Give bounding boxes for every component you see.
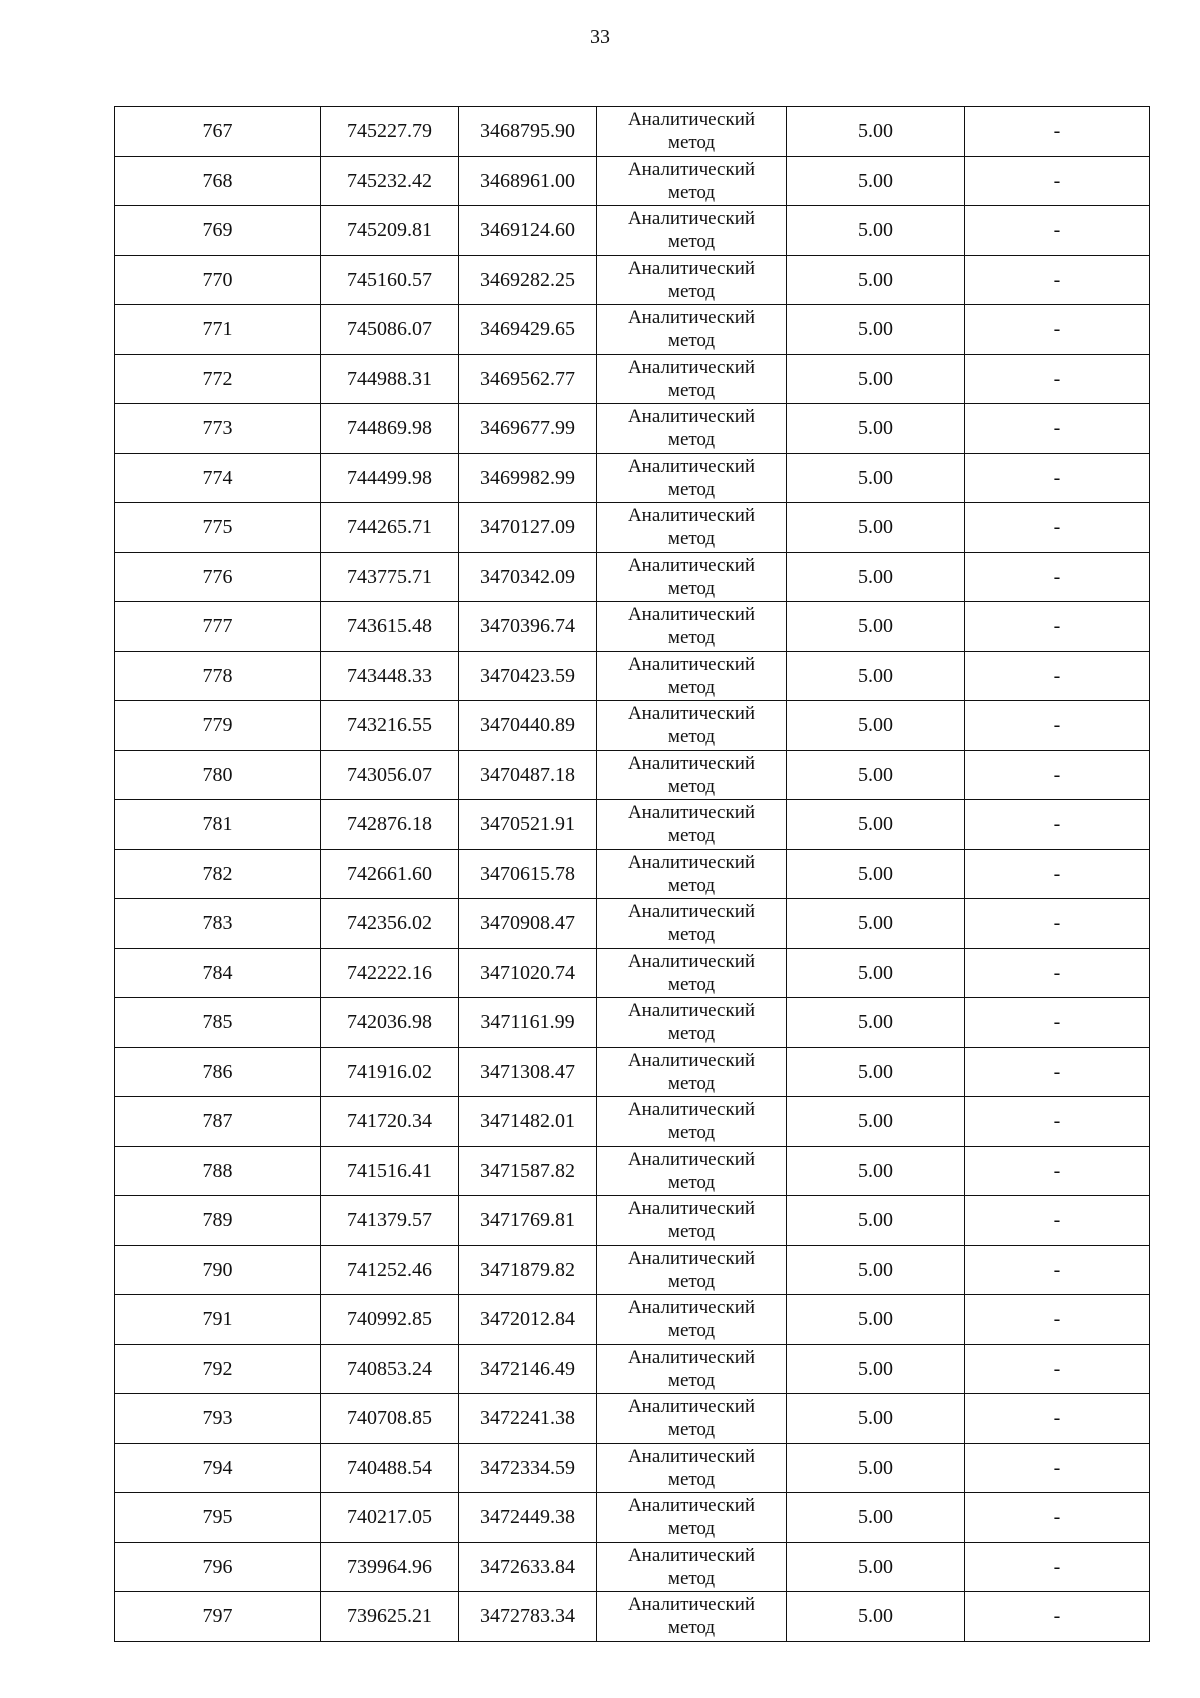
accuracy-cell: 5.00 [787,1493,965,1543]
y-coordinate-cell: 3470440.89 [459,701,597,751]
point-number-cell: 776 [115,552,321,602]
table-row [115,1047,1150,1097]
x-coordinate-cell: 741516.41 [321,1146,459,1196]
accuracy-cell: 5.00 [787,305,965,355]
point-number-cell: 784 [115,948,321,998]
method-cell: Аналитический метод [597,503,787,553]
accuracy-cell: 5.00 [787,948,965,998]
note-cell: - [965,1295,1150,1345]
method-cell: Аналитический метод [597,255,787,305]
point-number-cell: 797 [115,1592,321,1642]
accuracy-cell: 5.00 [787,1542,965,1592]
point-number-cell: 790 [115,1245,321,1295]
table-row [115,255,1150,305]
note-cell: - [965,1493,1150,1543]
accuracy-cell: 5.00 [787,1344,965,1394]
table-row [115,1542,1150,1592]
method-cell: Аналитический метод [597,1245,787,1295]
y-coordinate-cell: 3472146.49 [459,1344,597,1394]
table-row [115,651,1150,701]
note-cell: - [965,948,1150,998]
method-cell: Аналитический метод [597,800,787,850]
accuracy-cell: 5.00 [787,800,965,850]
y-coordinate-cell: 3472241.38 [459,1394,597,1444]
table-row [115,1146,1150,1196]
point-number-cell: 785 [115,998,321,1048]
x-coordinate-cell: 744499.98 [321,453,459,503]
table-row [115,206,1150,256]
x-coordinate-cell: 742661.60 [321,849,459,899]
y-coordinate-cell: 3471020.74 [459,948,597,998]
accuracy-cell: 5.00 [787,1443,965,1493]
point-number-cell: 791 [115,1295,321,1345]
point-number-cell: 770 [115,255,321,305]
accuracy-cell: 5.00 [787,552,965,602]
note-cell: - [965,849,1150,899]
x-coordinate-cell: 745086.07 [321,305,459,355]
note-cell: - [965,404,1150,454]
point-number-cell: 788 [115,1146,321,1196]
note-cell: - [965,1196,1150,1246]
point-number-cell: 781 [115,800,321,850]
point-number-cell: 786 [115,1047,321,1097]
method-cell: Аналитический метод [597,305,787,355]
point-number-cell: 793 [115,1394,321,1444]
table-row [115,156,1150,206]
note-cell: - [965,156,1150,206]
note-cell: - [965,899,1150,949]
method-cell: Аналитический метод [597,1047,787,1097]
table-row [115,305,1150,355]
note-cell: - [965,107,1150,157]
method-cell: Аналитический метод [597,1493,787,1543]
y-coordinate-cell: 3469677.99 [459,404,597,454]
accuracy-cell: 5.00 [787,849,965,899]
note-cell: - [965,1344,1150,1394]
note-cell: - [965,1443,1150,1493]
table-row [115,1097,1150,1147]
accuracy-cell: 5.00 [787,651,965,701]
table-row [115,453,1150,503]
table-row [115,602,1150,652]
accuracy-cell: 5.00 [787,503,965,553]
method-cell: Аналитический метод [597,602,787,652]
accuracy-cell: 5.00 [787,354,965,404]
table-row [115,107,1150,157]
note-cell: - [965,1047,1150,1097]
point-number-cell: 796 [115,1542,321,1592]
note-cell: - [965,255,1150,305]
x-coordinate-cell: 741916.02 [321,1047,459,1097]
table-row [115,552,1150,602]
accuracy-cell: 5.00 [787,156,965,206]
y-coordinate-cell: 3469982.99 [459,453,597,503]
y-coordinate-cell: 3469429.65 [459,305,597,355]
method-cell: Аналитический метод [597,107,787,157]
table-row [115,750,1150,800]
table-row [115,1394,1150,1444]
table-row [115,354,1150,404]
table-body [115,107,1150,1642]
point-number-cell: 783 [115,899,321,949]
point-number-cell: 774 [115,453,321,503]
y-coordinate-cell: 3470521.91 [459,800,597,850]
note-cell: - [965,800,1150,850]
note-cell: - [965,1097,1150,1147]
point-number-cell: 794 [115,1443,321,1493]
x-coordinate-cell: 744869.98 [321,404,459,454]
table-row [115,1592,1150,1642]
x-coordinate-cell: 745160.57 [321,255,459,305]
accuracy-cell: 5.00 [787,750,965,800]
method-cell: Аналитический метод [597,1542,787,1592]
method-cell: Аналитический метод [597,206,787,256]
point-number-cell: 795 [115,1493,321,1543]
point-number-cell: 771 [115,305,321,355]
note-cell: - [965,1592,1150,1642]
method-cell: Аналитический метод [597,1097,787,1147]
x-coordinate-cell: 742356.02 [321,899,459,949]
point-number-cell: 769 [115,206,321,256]
point-number-cell: 778 [115,651,321,701]
note-cell: - [965,1542,1150,1592]
y-coordinate-cell: 3470127.09 [459,503,597,553]
x-coordinate-cell: 743216.55 [321,701,459,751]
method-cell: Аналитический метод [597,651,787,701]
x-coordinate-cell: 739625.21 [321,1592,459,1642]
accuracy-cell: 5.00 [787,255,965,305]
x-coordinate-cell: 744988.31 [321,354,459,404]
accuracy-cell: 5.00 [787,1196,965,1246]
table-row [115,701,1150,751]
method-cell: Аналитический метод [597,849,787,899]
y-coordinate-cell: 3469562.77 [459,354,597,404]
x-coordinate-cell: 745232.42 [321,156,459,206]
y-coordinate-cell: 3471879.82 [459,1245,597,1295]
coordinates-table [114,106,1150,1642]
table-row [115,1443,1150,1493]
x-coordinate-cell: 743775.71 [321,552,459,602]
note-cell: - [965,206,1150,256]
y-coordinate-cell: 3471587.82 [459,1146,597,1196]
method-cell: Аналитический метод [597,1394,787,1444]
point-number-cell: 779 [115,701,321,751]
point-number-cell: 787 [115,1097,321,1147]
point-number-cell: 789 [115,1196,321,1246]
accuracy-cell: 5.00 [787,107,965,157]
x-coordinate-cell: 740708.85 [321,1394,459,1444]
y-coordinate-cell: 3471482.01 [459,1097,597,1147]
y-coordinate-cell: 3470615.78 [459,849,597,899]
table-row [115,503,1150,553]
x-coordinate-cell: 739964.96 [321,1542,459,1592]
accuracy-cell: 5.00 [787,1146,965,1196]
note-cell: - [965,305,1150,355]
y-coordinate-cell: 3471161.99 [459,998,597,1048]
point-number-cell: 792 [115,1344,321,1394]
accuracy-cell: 5.00 [787,701,965,751]
y-coordinate-cell: 3468795.90 [459,107,597,157]
method-cell: Аналитический метод [597,354,787,404]
point-number-cell: 767 [115,107,321,157]
x-coordinate-cell: 740217.05 [321,1493,459,1543]
method-cell: Аналитический метод [597,750,787,800]
table-row [115,1344,1150,1394]
y-coordinate-cell: 3472783.34 [459,1592,597,1642]
x-coordinate-cell: 741379.57 [321,1196,459,1246]
y-coordinate-cell: 3469124.60 [459,206,597,256]
point-number-cell: 772 [115,354,321,404]
method-cell: Аналитический метод [597,998,787,1048]
y-coordinate-cell: 3472334.59 [459,1443,597,1493]
point-number-cell: 773 [115,404,321,454]
y-coordinate-cell: 3470487.18 [459,750,597,800]
table-row [115,948,1150,998]
method-cell: Аналитический метод [597,453,787,503]
y-coordinate-cell: 3470342.09 [459,552,597,602]
method-cell: Аналитический метод [597,404,787,454]
x-coordinate-cell: 741252.46 [321,1245,459,1295]
method-cell: Аналитический метод [597,552,787,602]
method-cell: Аналитический метод [597,948,787,998]
page-number: 33 [590,26,610,48]
method-cell: Аналитический метод [597,701,787,751]
method-cell: Аналитический метод [597,1592,787,1642]
y-coordinate-cell: 3472012.84 [459,1295,597,1345]
table-row [115,404,1150,454]
x-coordinate-cell: 742876.18 [321,800,459,850]
accuracy-cell: 5.00 [787,899,965,949]
accuracy-cell: 5.00 [787,1047,965,1097]
note-cell: - [965,503,1150,553]
point-number-cell: 777 [115,602,321,652]
note-cell: - [965,998,1150,1048]
note-cell: - [965,701,1150,751]
method-cell: Аналитический метод [597,1443,787,1493]
y-coordinate-cell: 3471769.81 [459,1196,597,1246]
x-coordinate-cell: 740488.54 [321,1443,459,1493]
table-row [115,1493,1150,1543]
accuracy-cell: 5.00 [787,1295,965,1345]
accuracy-cell: 5.00 [787,1245,965,1295]
y-coordinate-cell: 3471308.47 [459,1047,597,1097]
accuracy-cell: 5.00 [787,404,965,454]
note-cell: - [965,1146,1150,1196]
accuracy-cell: 5.00 [787,206,965,256]
method-cell: Аналитический метод [597,1344,787,1394]
method-cell: Аналитический метод [597,156,787,206]
x-coordinate-cell: 741720.34 [321,1097,459,1147]
table-row [115,899,1150,949]
note-cell: - [965,1394,1150,1444]
note-cell: - [965,651,1150,701]
x-coordinate-cell: 740853.24 [321,1344,459,1394]
accuracy-cell: 5.00 [787,1097,965,1147]
table-row [115,1245,1150,1295]
note-cell: - [965,354,1150,404]
y-coordinate-cell: 3470423.59 [459,651,597,701]
note-cell: - [965,1245,1150,1295]
x-coordinate-cell: 745227.79 [321,107,459,157]
y-coordinate-cell: 3469282.25 [459,255,597,305]
accuracy-cell: 5.00 [787,998,965,1048]
y-coordinate-cell: 3472633.84 [459,1542,597,1592]
point-number-cell: 775 [115,503,321,553]
note-cell: - [965,750,1150,800]
method-cell: Аналитический метод [597,899,787,949]
x-coordinate-cell: 743056.07 [321,750,459,800]
x-coordinate-cell: 742036.98 [321,998,459,1048]
x-coordinate-cell: 740992.85 [321,1295,459,1345]
accuracy-cell: 5.00 [787,1592,965,1642]
table-row [115,849,1150,899]
note-cell: - [965,552,1150,602]
x-coordinate-cell: 745209.81 [321,206,459,256]
y-coordinate-cell: 3470396.74 [459,602,597,652]
method-cell: Аналитический метод [597,1196,787,1246]
method-cell: Аналитический метод [597,1146,787,1196]
accuracy-cell: 5.00 [787,602,965,652]
point-number-cell: 768 [115,156,321,206]
y-coordinate-cell: 3470908.47 [459,899,597,949]
note-cell: - [965,602,1150,652]
y-coordinate-cell: 3468961.00 [459,156,597,206]
accuracy-cell: 5.00 [787,1394,965,1444]
table-row [115,800,1150,850]
x-coordinate-cell: 744265.71 [321,503,459,553]
table-row [115,1196,1150,1246]
table-row [115,1295,1150,1345]
accuracy-cell: 5.00 [787,453,965,503]
x-coordinate-cell: 743448.33 [321,651,459,701]
point-number-cell: 780 [115,750,321,800]
y-coordinate-cell: 3472449.38 [459,1493,597,1543]
table-row [115,998,1150,1048]
method-cell: Аналитический метод [597,1295,787,1345]
x-coordinate-cell: 742222.16 [321,948,459,998]
x-coordinate-cell: 743615.48 [321,602,459,652]
note-cell: - [965,453,1150,503]
point-number-cell: 782 [115,849,321,899]
